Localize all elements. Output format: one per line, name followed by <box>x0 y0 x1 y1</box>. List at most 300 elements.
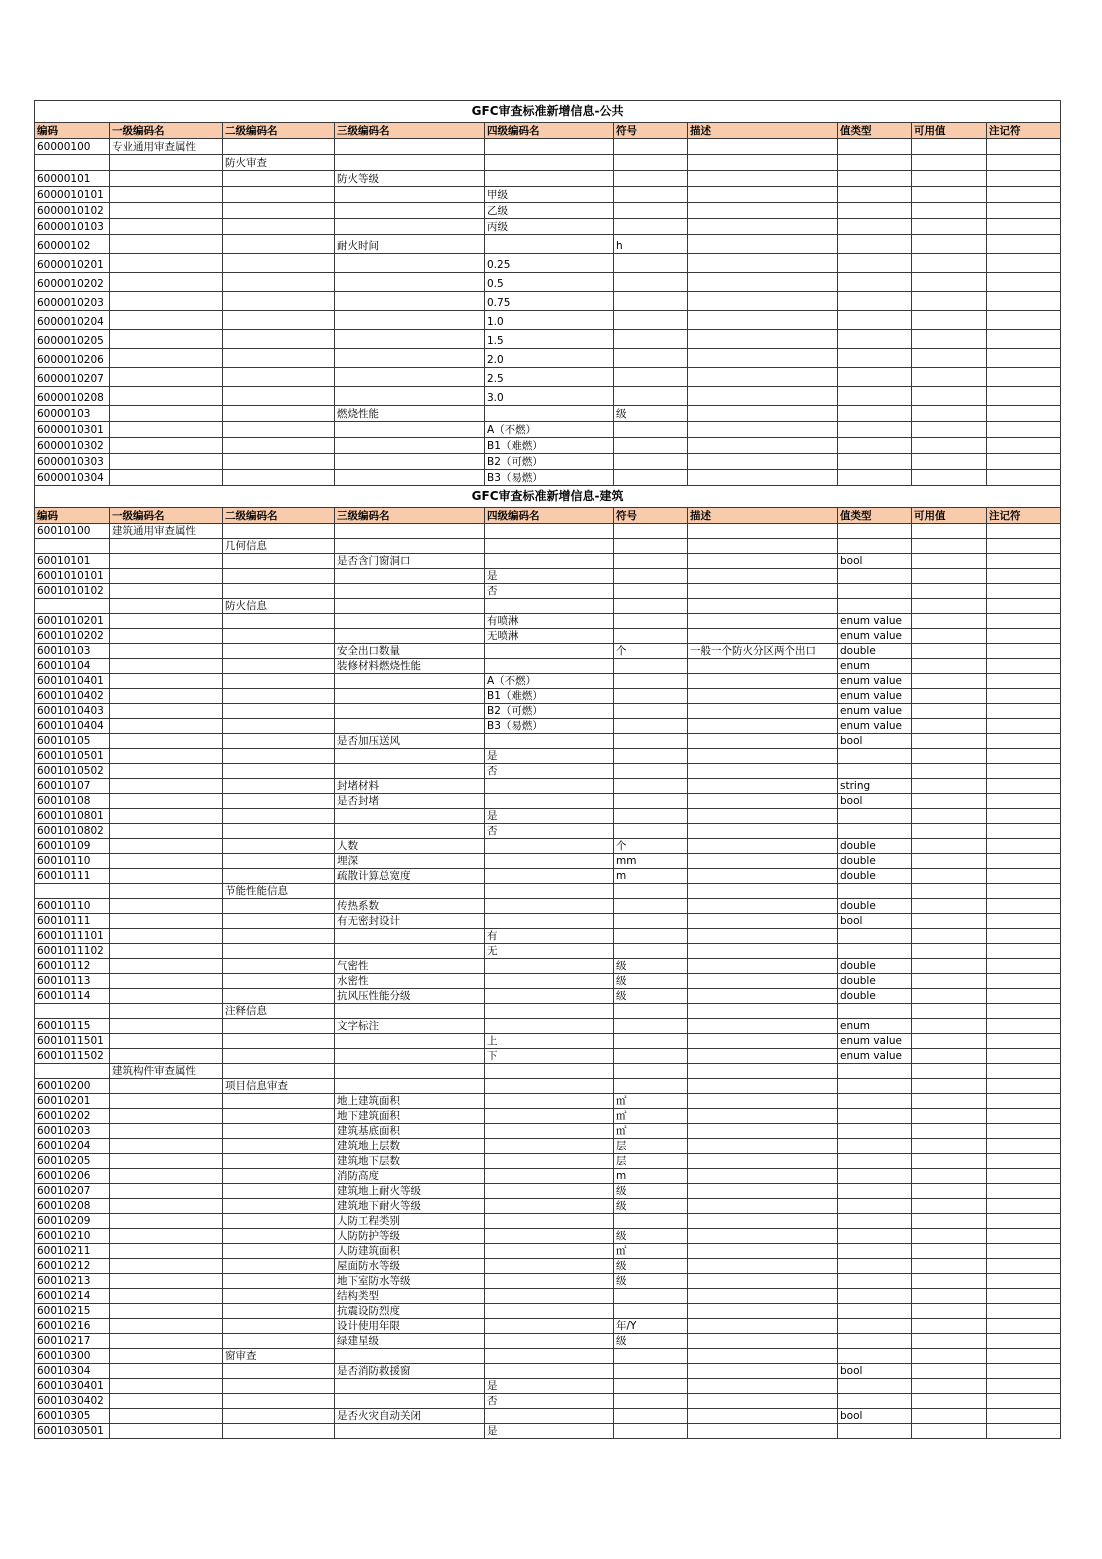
table-cell: 级 <box>614 1334 688 1349</box>
table-row <box>35 1364 1061 1379</box>
table-cell <box>614 629 688 644</box>
table-cell <box>688 779 838 794</box>
table-cell <box>614 809 688 824</box>
table-cell <box>838 1109 912 1124</box>
table-cell: 注释信息 <box>223 1004 335 1019</box>
table-cell <box>223 406 335 422</box>
table-cell <box>912 824 987 839</box>
table-row <box>35 254 1061 273</box>
table-cell <box>485 1004 614 1019</box>
table-cell <box>987 1139 1061 1154</box>
table-cell <box>688 659 838 674</box>
table-row <box>35 734 1061 749</box>
table-cell <box>614 254 688 273</box>
table-row <box>35 187 1061 203</box>
table-cell: 6001010102 <box>35 584 110 599</box>
table-cell <box>912 839 987 854</box>
table-cell: enum value <box>838 1034 912 1049</box>
table-cell <box>110 155 223 171</box>
table-cell <box>987 584 1061 599</box>
header-cell: 值类型 <box>838 123 912 139</box>
table-cell <box>987 454 1061 470</box>
table-cell <box>838 406 912 422</box>
table-cell <box>838 219 912 235</box>
table-cell: 60010112 <box>35 959 110 974</box>
table-cell <box>35 155 110 171</box>
table-cell <box>110 454 223 470</box>
table-cell <box>987 1079 1061 1094</box>
table-cell <box>223 235 335 254</box>
table-cell: 60010111 <box>35 914 110 929</box>
table-cell <box>688 330 838 349</box>
table-cell <box>838 1319 912 1334</box>
table-cell: 0.5 <box>485 273 614 292</box>
table-cell: 绿建星级 <box>335 1334 485 1349</box>
table-cell <box>485 1244 614 1259</box>
table-row <box>35 1004 1061 1019</box>
table-cell <box>223 387 335 406</box>
table-cell: 6000010204 <box>35 311 110 330</box>
table-cell <box>110 1319 223 1334</box>
table-cell <box>614 749 688 764</box>
table-cell <box>110 929 223 944</box>
table-row <box>35 203 1061 219</box>
table-cell: 6000010304 <box>35 470 110 486</box>
table-cell <box>223 1379 335 1394</box>
table-cell <box>110 1034 223 1049</box>
table-cell: 丙级 <box>485 219 614 235</box>
table-cell: 是否消防救援窗 <box>335 1364 485 1379</box>
table-cell <box>223 629 335 644</box>
table-cell <box>987 368 1061 387</box>
table-cell <box>688 1289 838 1304</box>
table-cell: 6001011101 <box>35 929 110 944</box>
table-cell <box>614 454 688 470</box>
table-cell: 级 <box>614 959 688 974</box>
table-cell <box>335 929 485 944</box>
table-cell <box>614 470 688 486</box>
table-cell <box>838 524 912 539</box>
table-cell: 地上建筑面积 <box>335 1094 485 1109</box>
table-cell <box>912 929 987 944</box>
table-cell <box>485 1184 614 1199</box>
table-cell <box>688 959 838 974</box>
table-cell <box>987 1019 1061 1034</box>
table-cell <box>838 1244 912 1259</box>
table-cell <box>987 809 1061 824</box>
table-cell <box>110 219 223 235</box>
table-cell <box>912 292 987 311</box>
table-cell: enum value <box>838 1049 912 1064</box>
table-cell <box>987 1214 1061 1229</box>
header-cell: 二级编码名 <box>223 508 335 524</box>
table-cell: 6001010201 <box>35 614 110 629</box>
table-cell <box>688 1394 838 1409</box>
table-cell <box>688 406 838 422</box>
table-cell <box>987 311 1061 330</box>
table-cell <box>912 254 987 273</box>
table-cell: B1（难燃） <box>485 438 614 454</box>
table-cell <box>838 187 912 203</box>
table-cell <box>987 824 1061 839</box>
table-cell <box>838 1349 912 1364</box>
table-cell <box>223 719 335 734</box>
section-public <box>35 101 1061 486</box>
table-cell: 6001011501 <box>35 1034 110 1049</box>
table-cell <box>912 330 987 349</box>
table-cell <box>614 734 688 749</box>
table-cell: double <box>838 959 912 974</box>
table-cell <box>335 584 485 599</box>
table-cell <box>987 1049 1061 1064</box>
table-cell <box>223 438 335 454</box>
table-cell <box>110 438 223 454</box>
table-cell <box>688 292 838 311</box>
table-cell <box>912 422 987 438</box>
table-cell <box>838 539 912 554</box>
table-cell <box>987 869 1061 884</box>
table-cell <box>110 689 223 704</box>
table-cell <box>223 674 335 689</box>
table-cell: 建筑地下耐火等级 <box>335 1199 485 1214</box>
table-row <box>35 1169 1061 1184</box>
table-row <box>35 854 1061 869</box>
table-cell: 层 <box>614 1139 688 1154</box>
table-cell <box>614 1064 688 1079</box>
table-cell <box>688 539 838 554</box>
table-cell <box>485 884 614 899</box>
table-cell: 是 <box>485 1424 614 1439</box>
table-row <box>35 387 1061 406</box>
table-cell <box>110 330 223 349</box>
table-row <box>35 171 1061 187</box>
table-row <box>35 454 1061 470</box>
table-cell <box>838 764 912 779</box>
table-cell <box>688 599 838 614</box>
table-cell <box>223 1394 335 1409</box>
table-cell <box>912 454 987 470</box>
table-cell <box>987 1319 1061 1334</box>
table-cell: string <box>838 779 912 794</box>
table-cell <box>688 422 838 438</box>
header-row <box>35 508 1061 524</box>
table-cell <box>485 659 614 674</box>
table-cell: enum <box>838 659 912 674</box>
table-cell: 设计使用年限 <box>335 1319 485 1334</box>
table-cell <box>110 1124 223 1139</box>
header-cell: 符号 <box>614 508 688 524</box>
table-row <box>35 749 1061 764</box>
table-cell <box>688 1049 838 1064</box>
table-cell <box>838 749 912 764</box>
table-cell: 60000102 <box>35 235 110 254</box>
table-cell <box>110 884 223 899</box>
table-cell <box>614 1394 688 1409</box>
table-cell <box>688 749 838 764</box>
table-cell <box>987 254 1061 273</box>
table-cell: 级 <box>614 989 688 1004</box>
table-cell <box>110 899 223 914</box>
table-cell: enum value <box>838 704 912 719</box>
table-cell <box>485 1124 614 1139</box>
table-row <box>35 368 1061 387</box>
table-cell <box>335 884 485 899</box>
table-cell: 60010110 <box>35 899 110 914</box>
table-cell: double <box>838 839 912 854</box>
header-cell: 可用值 <box>912 123 987 139</box>
table-cell: mm <box>614 854 688 869</box>
table-cell: 60010103 <box>35 644 110 659</box>
table-cell <box>335 219 485 235</box>
table-cell <box>110 539 223 554</box>
table-row <box>35 1124 1061 1139</box>
table-cell <box>485 1199 614 1214</box>
table-cell: 6001010801 <box>35 809 110 824</box>
table-cell <box>912 1019 987 1034</box>
table-cell <box>485 1139 614 1154</box>
table-cell <box>912 1304 987 1319</box>
table-cell: 6000010203 <box>35 292 110 311</box>
table-cell: enum value <box>838 674 912 689</box>
table-cell <box>335 387 485 406</box>
table-cell <box>485 1259 614 1274</box>
table-cell <box>838 1154 912 1169</box>
table-cell <box>987 155 1061 171</box>
table-cell <box>485 554 614 569</box>
table-cell <box>688 554 838 569</box>
table-cell <box>223 839 335 854</box>
table-cell <box>987 349 1061 368</box>
table-cell <box>223 614 335 629</box>
table-cell <box>987 1349 1061 1364</box>
table-row <box>35 869 1061 884</box>
table-cell: 60010100 <box>35 524 110 539</box>
table-cell <box>614 273 688 292</box>
table-cell <box>614 422 688 438</box>
section-architecture <box>35 486 1061 1439</box>
table-row <box>35 659 1061 674</box>
table-cell <box>335 368 485 387</box>
table-cell: 6001010404 <box>35 719 110 734</box>
table-cell <box>912 1274 987 1289</box>
table-row <box>35 470 1061 486</box>
table-cell: 6000010208 <box>35 387 110 406</box>
table-cell <box>110 1079 223 1094</box>
table-cell: 60000100 <box>35 139 110 155</box>
table-cell: 0.25 <box>485 254 614 273</box>
table-cell: 消防高度 <box>335 1169 485 1184</box>
table-cell: double <box>838 869 912 884</box>
table-cell <box>688 235 838 254</box>
table-cell: 下 <box>485 1049 614 1064</box>
table-cell: 60010216 <box>35 1319 110 1334</box>
table-cell <box>110 704 223 719</box>
table-cell <box>614 614 688 629</box>
table-cell <box>912 989 987 1004</box>
table-cell <box>485 1109 614 1124</box>
table-cell <box>688 273 838 292</box>
table-cell <box>912 406 987 422</box>
table-cell <box>912 203 987 219</box>
table-cell <box>987 1109 1061 1124</box>
table-cell: 封堵材料 <box>335 779 485 794</box>
table-cell: 是否封堵 <box>335 794 485 809</box>
header-cell: 三级编码名 <box>335 123 485 139</box>
table-cell <box>223 1289 335 1304</box>
table-cell: 60010202 <box>35 1109 110 1124</box>
table-cell: 6001030501 <box>35 1424 110 1439</box>
table-cell <box>335 1049 485 1064</box>
table-cell <box>912 704 987 719</box>
table-cell <box>223 349 335 368</box>
table-cell <box>688 219 838 235</box>
table-cell <box>110 584 223 599</box>
table-cell <box>838 454 912 470</box>
header-cell: 描述 <box>688 508 838 524</box>
table-cell <box>987 1169 1061 1184</box>
table-cell <box>110 554 223 569</box>
table-cell <box>912 944 987 959</box>
table-cell <box>912 899 987 914</box>
table-cell <box>110 1094 223 1109</box>
table-cell: bool <box>838 554 912 569</box>
table-cell <box>485 155 614 171</box>
table-row <box>35 311 1061 330</box>
table-cell <box>987 1199 1061 1214</box>
table-cell <box>838 330 912 349</box>
table-cell <box>485 1019 614 1034</box>
table-cell <box>987 1244 1061 1259</box>
table-cell <box>688 854 838 869</box>
table-cell <box>110 422 223 438</box>
table-cell <box>614 584 688 599</box>
table-cell <box>110 599 223 614</box>
table-row <box>35 599 1061 614</box>
table-row <box>35 438 1061 454</box>
table-cell <box>987 171 1061 187</box>
table-cell <box>688 349 838 368</box>
table-cell <box>110 869 223 884</box>
table-cell: 甲级 <box>485 187 614 203</box>
table-cell <box>335 1064 485 1079</box>
table-cell <box>614 203 688 219</box>
table-cell <box>838 1289 912 1304</box>
table-cell: 埋深 <box>335 854 485 869</box>
table-cell <box>223 1184 335 1199</box>
table-cell <box>987 387 1061 406</box>
table-cell <box>223 1214 335 1229</box>
table-cell <box>485 899 614 914</box>
table-cell <box>335 139 485 155</box>
table-cell <box>688 368 838 387</box>
table-cell: 窗审查 <box>223 1349 335 1364</box>
table-cell <box>110 1364 223 1379</box>
table-cell <box>614 438 688 454</box>
table-cell <box>912 1184 987 1199</box>
table-cell <box>223 914 335 929</box>
table-cell: 气密性 <box>335 959 485 974</box>
table-cell <box>110 187 223 203</box>
table-cell <box>688 869 838 884</box>
table-cell <box>912 187 987 203</box>
table-cell <box>485 1214 614 1229</box>
table-cell <box>688 569 838 584</box>
table-cell <box>110 1289 223 1304</box>
table-cell <box>688 1124 838 1139</box>
table-cell <box>335 1034 485 1049</box>
table-cell: 60010110 <box>35 854 110 869</box>
table-cell: 60010111 <box>35 869 110 884</box>
table-cell <box>912 1424 987 1439</box>
table-cell <box>912 387 987 406</box>
table-cell <box>223 1424 335 1439</box>
table-cell <box>614 524 688 539</box>
table-cell <box>912 644 987 659</box>
table-cell <box>485 235 614 254</box>
table-cell: 60010213 <box>35 1274 110 1289</box>
table-cell <box>110 1139 223 1154</box>
table-cell <box>335 539 485 554</box>
table-cell <box>912 1349 987 1364</box>
table-cell <box>838 254 912 273</box>
table-cell: 人防建筑面积 <box>335 1244 485 1259</box>
table-cell <box>838 1064 912 1079</box>
table-cell: ㎡ <box>614 1124 688 1139</box>
table-cell <box>912 869 987 884</box>
table-cell <box>912 1094 987 1109</box>
table-cell: 级 <box>614 1274 688 1289</box>
table-cell <box>688 1304 838 1319</box>
header-cell: 编码 <box>35 508 110 524</box>
table-cell <box>987 539 1061 554</box>
table-cell <box>688 1259 838 1274</box>
table-cell <box>110 629 223 644</box>
table-cell: bool <box>838 1409 912 1424</box>
table-cell <box>838 292 912 311</box>
table-cell <box>335 187 485 203</box>
table-row <box>35 884 1061 899</box>
table-cell <box>688 1004 838 1019</box>
table-cell <box>987 292 1061 311</box>
table-cell <box>223 899 335 914</box>
table-cell <box>987 914 1061 929</box>
table-cell <box>110 974 223 989</box>
table-cell <box>912 629 987 644</box>
table-cell <box>912 809 987 824</box>
table-row <box>35 584 1061 599</box>
table-cell <box>614 794 688 809</box>
table-cell <box>223 187 335 203</box>
table-cell <box>335 438 485 454</box>
table-cell <box>987 854 1061 869</box>
table-cell <box>688 719 838 734</box>
table-cell <box>912 1109 987 1124</box>
table-row <box>35 944 1061 959</box>
table-cell <box>912 1004 987 1019</box>
table-cell <box>838 1139 912 1154</box>
table-row <box>35 1154 1061 1169</box>
table-cell <box>485 1304 614 1319</box>
table-cell: 6001030401 <box>35 1379 110 1394</box>
table-row <box>35 929 1061 944</box>
table-cell <box>838 929 912 944</box>
table-cell: 级 <box>614 1259 688 1274</box>
table-cell: 6000010303 <box>35 454 110 470</box>
table-cell: 个 <box>614 644 688 659</box>
table-cell <box>688 764 838 779</box>
table-cell <box>987 1154 1061 1169</box>
table-cell <box>912 884 987 899</box>
